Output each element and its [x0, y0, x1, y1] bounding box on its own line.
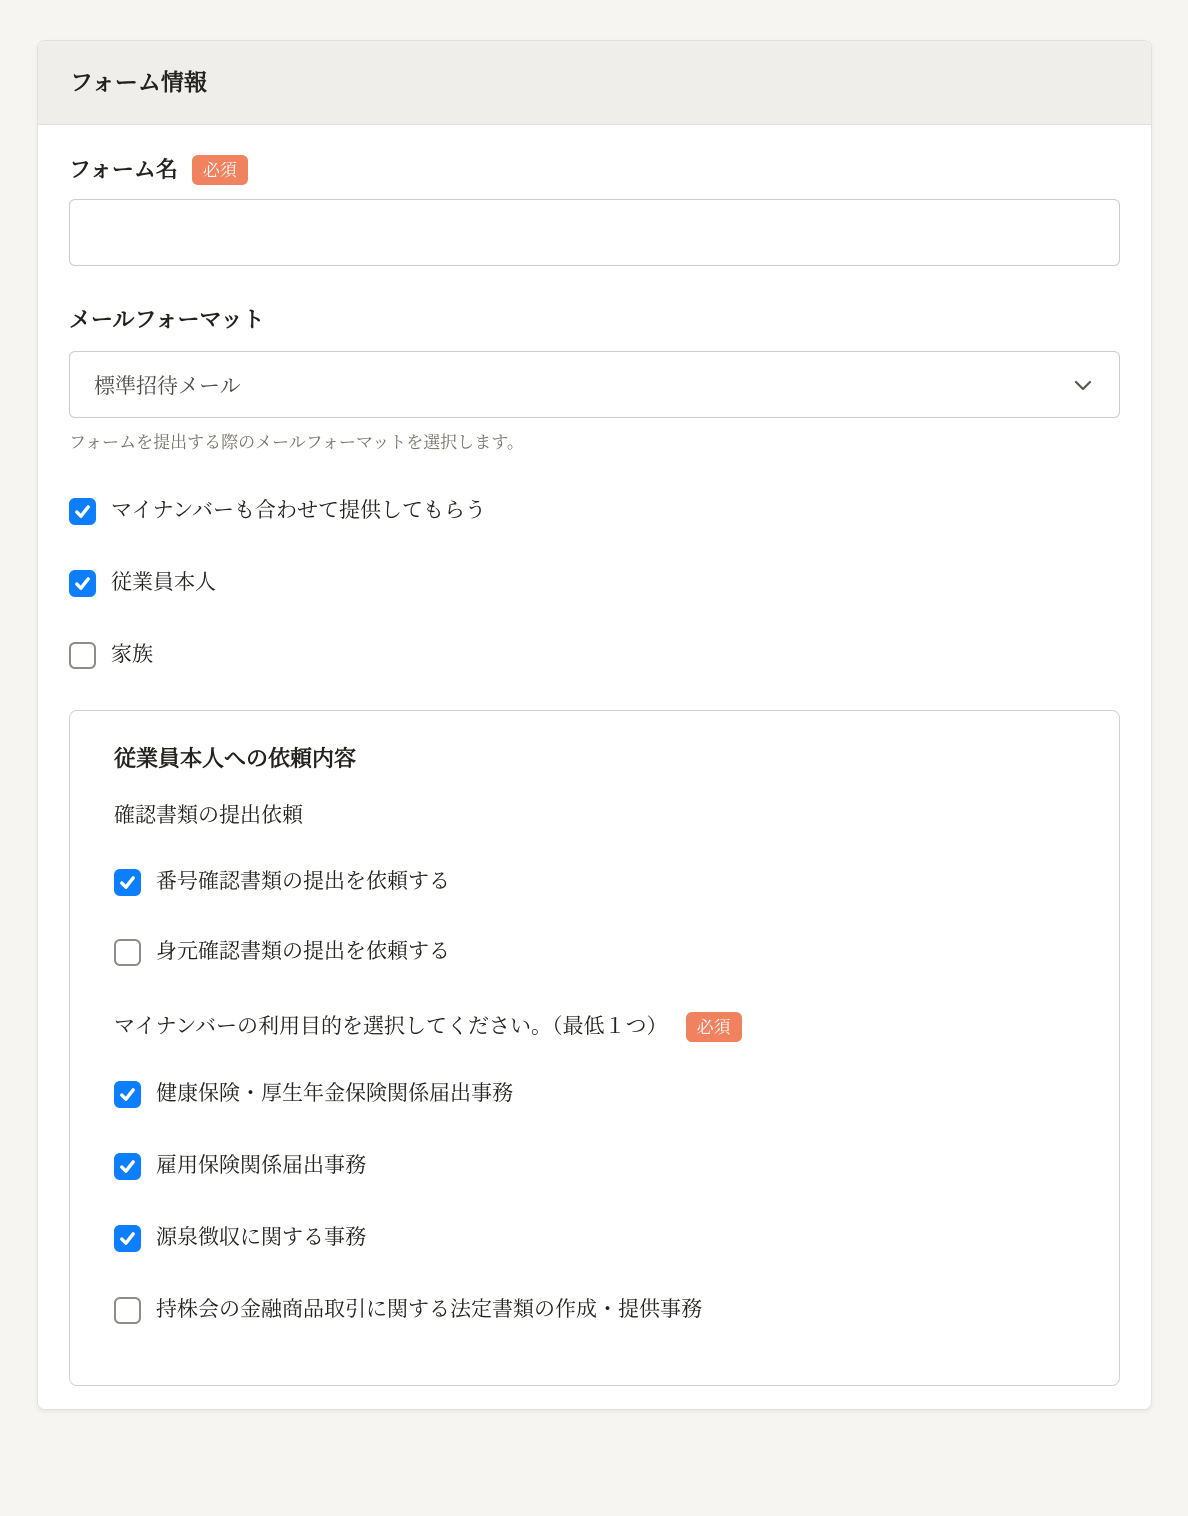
- checkbox-employment-insurance[interactable]: [114, 1153, 141, 1180]
- checkbox-label: 持株会の金融商品取引に関する法定書類の作成・提供事務: [156, 1298, 702, 1321]
- purpose-label-row: [114, 1011, 1075, 1043]
- mail-format-select[interactable]: [69, 351, 1120, 418]
- checkbox-row-employment-insurance[interactable]: [114, 1152, 1075, 1180]
- checkbox-row-stock-ownership[interactable]: [114, 1296, 1075, 1324]
- checkbox-row-number-doc[interactable]: [114, 868, 1075, 896]
- checkbox-row-identity-doc[interactable]: [114, 938, 1075, 966]
- checkbox-row-health-pension[interactable]: [114, 1080, 1075, 1108]
- top-checkbox-group: [69, 497, 1120, 669]
- checkbox-health-pension[interactable]: [114, 1081, 141, 1108]
- document-checkbox-group: [114, 868, 1075, 966]
- checkbox-label: マイナンバーも合わせて提供してもらう: [111, 499, 487, 522]
- form-info-card: [37, 40, 1152, 1410]
- checkbox-mynumber[interactable]: [69, 498, 96, 525]
- purpose-checkbox-group: [114, 1080, 1075, 1324]
- checkbox-row-employee[interactable]: [69, 569, 1120, 597]
- check-icon: [119, 1086, 136, 1103]
- mail-format-help-text: フォームを提出する際のメールフォーマットを選択します。: [69, 433, 524, 452]
- checkbox-label: 従業員本人: [111, 571, 216, 594]
- purpose-label: マイナンバーの利用目的を選択してください。（最低１つ）: [114, 1015, 668, 1038]
- card-title: フォーム情報: [70, 69, 207, 95]
- documents-label: 確認書類の提出依頼: [114, 804, 303, 827]
- checkbox-label: 雇用保険関係届出事務: [156, 1154, 366, 1177]
- form-name-label: フォーム名: [69, 157, 178, 182]
- checkbox-label: 源泉徴収に関する事務: [156, 1226, 366, 1249]
- checkbox-label: 番号確認書類の提出を依頼する: [156, 870, 450, 893]
- form-name-label-row: [69, 154, 1120, 186]
- check-icon: [74, 503, 91, 520]
- checkbox-identity-doc[interactable]: [114, 939, 141, 966]
- checkbox-number-doc[interactable]: [114, 869, 141, 896]
- mail-format-label-row: [69, 304, 1120, 336]
- check-icon: [74, 575, 91, 592]
- checkbox-family[interactable]: [69, 642, 96, 669]
- card-header: [38, 41, 1151, 125]
- checkbox-stock-ownership[interactable]: [114, 1297, 141, 1324]
- check-icon: [119, 1158, 136, 1175]
- checkbox-employee[interactable]: [69, 570, 96, 597]
- checkbox-label: 健康保険・厚生年金保険関係届出事務: [156, 1082, 513, 1105]
- panel-title: 従業員本人への依頼内容: [114, 746, 357, 771]
- employee-request-panel: [69, 710, 1120, 1386]
- mail-format-label: メールフォーマット: [69, 307, 265, 332]
- required-badge: 必須: [686, 1012, 742, 1042]
- chevron-down-icon: [1071, 373, 1095, 397]
- checkbox-withholding-tax[interactable]: [114, 1225, 141, 1252]
- check-icon: [119, 1230, 136, 1247]
- checkbox-label: 身元確認書類の提出を依頼する: [156, 940, 450, 963]
- mail-format-selected-value: 標準招待メール: [94, 374, 241, 398]
- checkbox-row-withholding-tax[interactable]: [114, 1224, 1075, 1252]
- checkbox-row-mynumber[interactable]: [69, 497, 1120, 525]
- card-body: [38, 154, 1151, 1421]
- check-icon: [119, 874, 136, 891]
- checkbox-row-family[interactable]: [69, 641, 1120, 669]
- required-badge: 必須: [192, 155, 248, 185]
- form-name-input[interactable]: [69, 199, 1120, 266]
- checkbox-label: 家族: [111, 643, 153, 666]
